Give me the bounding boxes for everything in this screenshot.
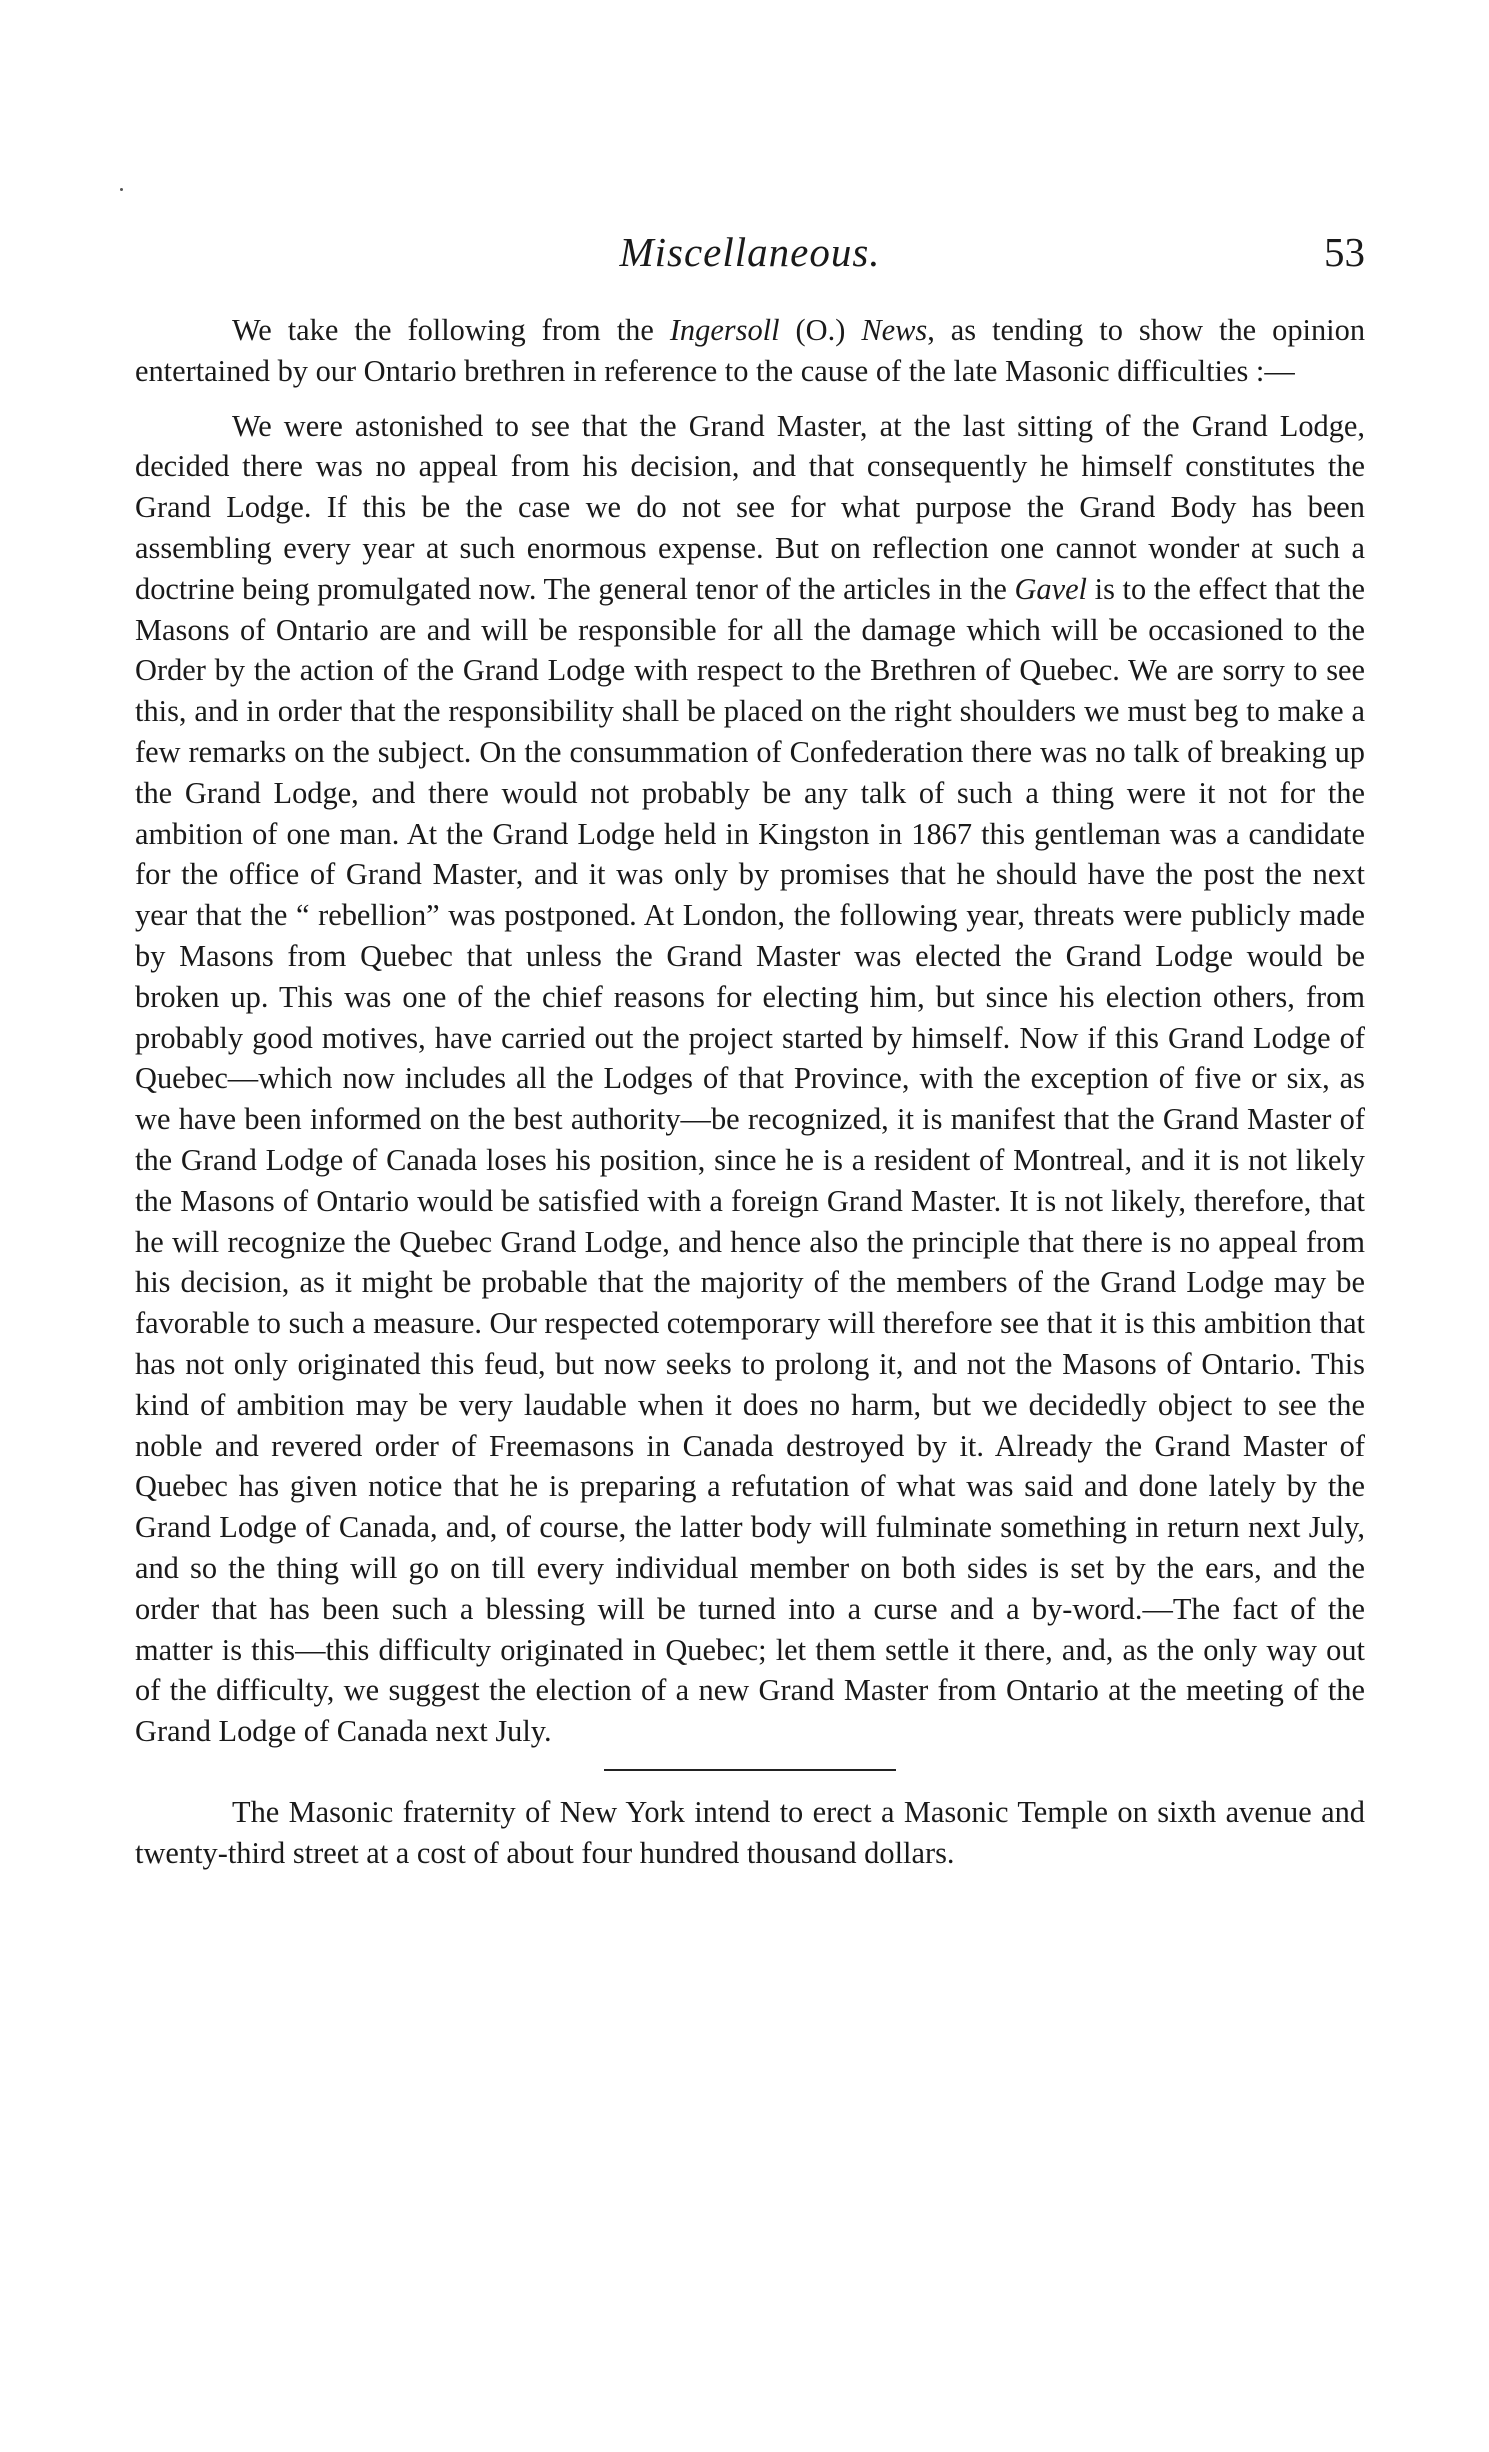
publication-name: Gavel — [1014, 571, 1088, 606]
print-speck — [120, 188, 123, 191]
page-number: 53 — [1324, 229, 1365, 275]
intro-paragraph — [135, 310, 1365, 392]
news-note — [135, 1792, 1365, 1874]
intro-text-3: , as tending to show the opinion entertained by our Ontario brethren in reference to the cause of the late Masonic difficulties :— — [135, 313, 1366, 388]
running-title: Miscellaneous. — [619, 229, 881, 275]
section-divider — [604, 1769, 896, 1771]
newspaper-name: News — [861, 313, 928, 347]
quoted-article — [135, 406, 1365, 1752]
page-header — [135, 222, 1365, 282]
quote-text-2: is to the effect that the Masons of Ontario are and will be responsible for all the damage which will be occasioned to the Order by the action of the Grand Lodge with respect to the Brethren of Quebec. We are sorry to see this, and in order that the responsibility shall be placed on the right shoulders we must beg to make a few remarks on the subject. On the consummation of Confederation there was no talk of breaking up the Grand Lodge, and there would not probably be any talk of such a thing were it not for the ambition of one man. At the Grand Lodge held in Kingston in 1867 this gentleman was a candidate for the office of Grand Master, and it was only by promises that he should have the post the next year that the “ rebellion” was postponed. At London, the following year, threats were publicly made by Masons from Quebec that unless the Grand Master was elected the Grand Lodge would be broken up. This was one of the chief reasons for electing him, but since his election others, from probably good motives, have carried out the project started by himself. Now if this Grand Lodge of Quebec—which now includes all the Lodges of that Province, with the exception of five or six, as we have been informed on the best authority—be recognized, it is manifest that the Grand Master of the Grand Lodge of Canada loses his position, since he is a resident of Montreal, and it is not likely the Masons of Ontario would be satisfied with a foreign Grand Master. It is not likely, therefore, that he will recognize the Quebec Grand Lodge, and hence also the principle that there is no appeal from his decision, as it might be probable that the majority of the members of the Grand Lodge may be favorable to such a measure. Our respected cotemporary will therefore see that it is this ambition that has not only originated this feud, but now seeks to prolong it, and not the Masons of Ontario. This kind of ambition may be very laudable when it does no harm, but we decidedly object to see the noble and revered order of Freemasons in Canada destroyed by it. Already the Grand Master of Quebec has given notice that he is preparing a refutation of what was said and done lately by the Grand Lodge of Canada, and, of course, the latter body will fulminate something in return next July, and so the thing will go on till every individual member on both sides is set by the ears, and the order that has been such a blessing will be turned into a curse and a by-word.—The fact of the matter is this—this difficulty originated in Quebec; let them settle it there, and, as the only way out of the difficulty, we suggest the election of a new Grand Master from Ontario at the meeting of the Grand Lodge of Canada next July. — [135, 571, 1365, 1749]
article-body — [135, 310, 1365, 1873]
quote-text-1: We were astonished to see that the Grand Master, at the last sitting of the Grand Lodge, decided there was no appeal from his decision, and that consequently he himself constitutes the Grand Lodge. If this be the case we do not see for what purpose the Grand Body has been assembling every year at such enormous expense. But on reflection one cannot wonder at such a doctrine being promulgated now. The general tenor of the articles in the — [135, 408, 1365, 606]
source-name: Ingersoll — [669, 313, 780, 347]
intro-text-1: We take the following from the — [232, 313, 670, 347]
intro-text-2: (O.) — [779, 313, 862, 347]
note-text: The Masonic fraternity of New York intend to erect a Masonic Temple on sixth avenue and twenty-third street at a cost of about four hundred thousand dollars. — [135, 1794, 1365, 1870]
